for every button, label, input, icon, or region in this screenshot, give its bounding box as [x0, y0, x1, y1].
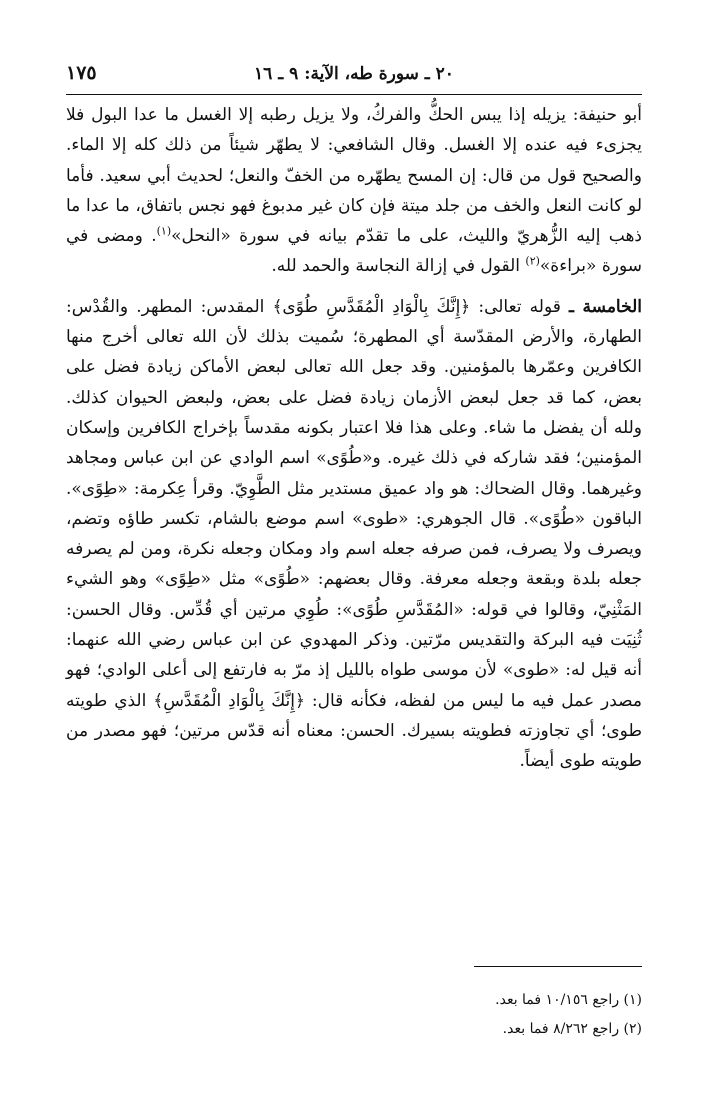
footnote-ref-2: (٢): [525, 254, 540, 268]
paragraph-fifth-issue: [66, 292, 642, 777]
running-title: ٢٠ ـ سورة طه، الآية: ٩ ـ ١٦: [254, 64, 454, 84]
footnote-1: (١) راجع ١٠/١٥٦ فما بعد.: [495, 992, 642, 1008]
paragraph-text-mid: . ومضى في سورة «براءة»: [66, 226, 642, 277]
header-rule: [66, 94, 642, 95]
paragraph-impurity: [66, 100, 642, 282]
paragraph-text-end: القول في إزالة النجاسة والحمد لله.: [271, 256, 526, 277]
paragraph-text: أبو حنيفة: يزيله إذا يبس الحكُّ والفركُ، ولا يزيل رطبه إلا الغسل ما عدا البول فلا يجزىء فيه عنده إلا الغسل. وقال الشافعي: لا يطهّر شيئاً من ذلك كله إلا الماء. والصحيح قول من قال: إن المسح يطهّره من الخفّ والنعل؛ لحديث أبي سعيد. فأما لو كانت النعل والخف من جلد ميتة فإن كان غير مدبوغ فهو نجس باتفاق، ما عدا ما ذهب إليه الزُّهريّ والليث، على ما تقدّم بيانه في سورة «النحل»: [66, 105, 642, 247]
page-number: ١٧٥: [66, 62, 97, 84]
footnotes: [66, 986, 642, 1044]
paragraph-text: قوله تعالى: ﴿إِنَّكَ بِالْوَادِ الْمُقَدَّسِ طُوًى﴾ المقدس: المطهر. والقُدْس: الطهارة، والأرض المقدّسة أي المطهرة؛ سُميت بذلك لأن الله تعالى أخرج منها الكافرين وعمّرها بالمؤمنين. وقد جعل الله تعالى لبعض الأماكن زيادة فضل على بعض، كما قد جعل لبعض الأزمان زيادة فضل على بعض، ولبعض الحيوان كذلك. ولله أن يفضل ما شاء. وعلى هذا فلا اعتبار بكونه مقدساً بإخراج الكافرين وإسكان المؤمنين؛ فقد شاركه في ذلك غيره. و«طُوًى» اسم الوادي عن ابن عباس ومجاهد وغيرهما. وقال الضحاك: هو واد عميق مستدير مثل الطَّوِيّ. وقرأ عِكرمة: «طِوًى». الباقون «طُوًى». قال الجوهري: «طوى» اسم موضع بالشام، تكسر طاؤه وتضم، ويصرف ولا يصرف، فمن صرفه جعله اسم واد ومكان وجعله نكرة، ومن لم يصرفه جعله بلدة وبقعة وجعله معرفة. وقال بعضهم: «طُوًى» مثل «طِوًى» وهو الشيء المَثْنِيّ، وقالوا في قوله: «المُقَدَّسِ طُوًى»: طُوِي مرتين أي قُدِّس. وقال الحسن: ثُنِيَت فيه البركة والتقديس مرّتين. وذكر المهدوي عن ابن عباس رضي الله عنهما: أنه قيل له: «طوى» لأن موسى طواه بالليل إذ مرّ به فارتفع إلى أعلى الوادي؛ فهو مصدر عمل فيه ما ليس من لفظه، فكأنه قال: ﴿إِنَّكَ بِالْوَادِ الْمُقَدَّسِ﴾ الذي طويته طوى؛ أي تجاوزته فطويته بسيرك. الحسن: معناه أنه قدّس مرتين؛ فهو مصدر من طويته طوى أيضاً.: [66, 296, 642, 772]
page-header: [66, 62, 642, 92]
main-text: [66, 100, 642, 777]
footnote-rule: [474, 966, 642, 967]
footnote-ref-1: (١): [156, 224, 172, 238]
section-lead: الخامسة ـ: [568, 296, 642, 317]
footnote-2: (٢) راجع ٨/٢٦٢ فما بعد.: [502, 1021, 642, 1037]
